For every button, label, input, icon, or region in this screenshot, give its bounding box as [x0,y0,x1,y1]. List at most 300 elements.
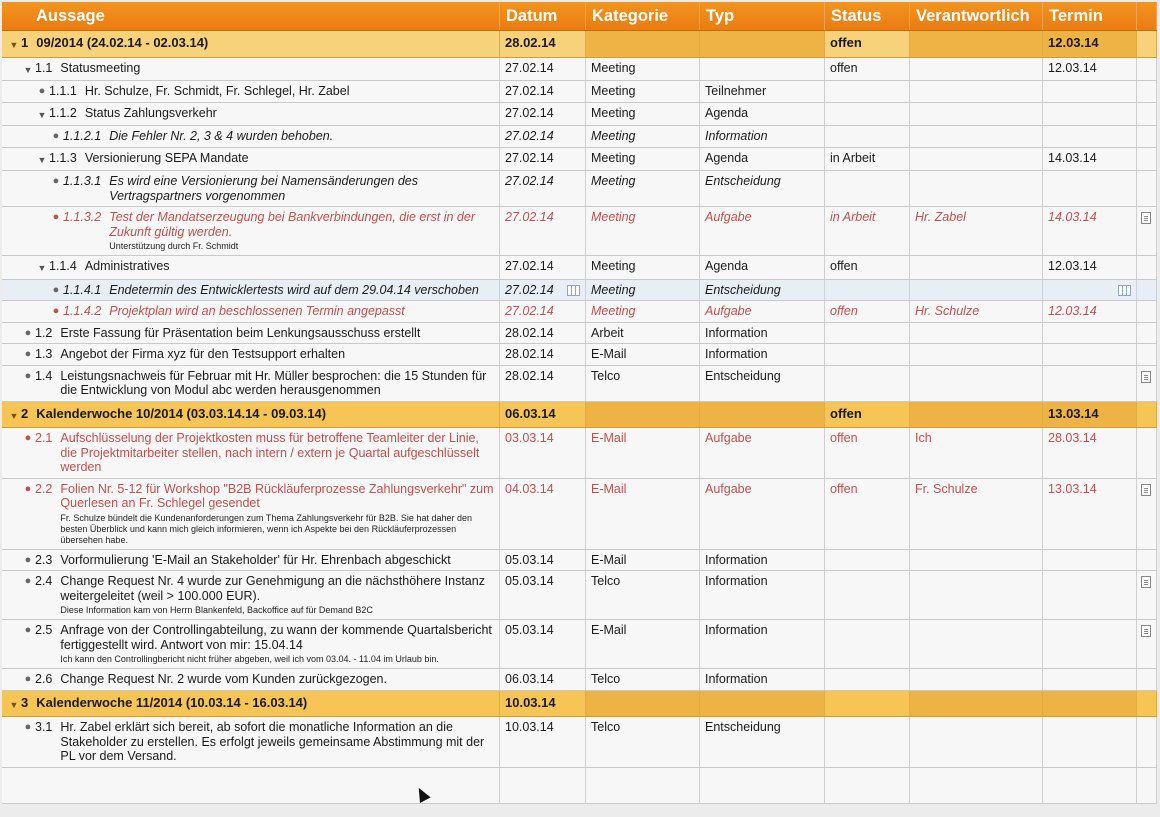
typ-cell[interactable] [700,479,825,549]
kategorie-cell[interactable] [586,301,700,322]
typ-value: Entscheidung [705,368,781,383]
kategorie-value: Meeting [591,150,636,165]
outline-row[interactable] [2,148,1157,172]
termin-cell[interactable] [1043,81,1137,102]
status-cell[interactable] [825,301,910,322]
status-cell[interactable] [825,366,910,401]
aussage-cell[interactable] [2,691,500,717]
kategorie-cell[interactable] [586,81,700,102]
verantwortlich-cell[interactable] [910,103,1043,126]
bullet-icon: ● [52,305,60,317]
verantwortlich-cell[interactable] [910,148,1043,171]
typ-value: Information [705,623,768,637]
aussage-cell[interactable] [2,717,500,767]
disclosure-triangle-icon[interactable]: ▼ [9,410,19,421]
status-cell[interactable] [825,126,910,147]
typ-cell[interactable] [700,81,825,102]
typ-cell[interactable] [700,428,825,478]
kategorie-cell[interactable] [586,366,700,401]
notes-cell[interactable] [1137,402,1157,428]
termin-cell[interactable] [1043,620,1137,668]
notes-cell[interactable] [1137,323,1157,344]
termin-cell[interactable] [1043,571,1137,619]
aussage-text: Projektplan wird an beschlossenen Termin angepasst [109,304,405,318]
notes-cell[interactable] [1137,691,1157,717]
note-icon[interactable] [1141,212,1151,224]
datum-cell[interactable] [500,620,586,668]
aussage-text: 09/2014 (24.02.14 - 02.03.14) [36,35,209,50]
aussage-cell[interactable] [2,207,500,255]
outline-number: 2.5 [35,623,53,637]
aussage-cell[interactable] [2,148,500,171]
typ-cell[interactable] [700,323,825,344]
kategorie-cell[interactable] [586,148,700,171]
typ-cell[interactable] [700,550,825,571]
verantwortlich-value: Hr. Zabel [915,210,966,224]
kategorie-cell[interactable] [586,550,700,571]
disclosure-triangle-icon[interactable]: ▼ [9,699,19,710]
typ-value: Aufgabe [705,481,752,496]
verantwortlich-cell[interactable] [910,550,1043,571]
kategorie-cell[interactable] [586,402,700,428]
column-header-status[interactable]: Status [825,2,910,30]
datum-value: 27.02.14 [505,282,554,297]
termin-cell[interactable] [1043,148,1137,171]
verantwortlich-cell[interactable] [910,571,1043,619]
datum-value: 05.03.14 [505,552,554,567]
datum-cell[interactable] [500,148,586,171]
status-cell[interactable] [825,323,910,344]
kategorie-cell[interactable] [586,207,700,255]
aussage-cell[interactable] [2,126,500,147]
aussage-cell[interactable] [2,344,500,365]
aussage-cell[interactable] [2,550,500,571]
typ-cell[interactable] [700,669,825,690]
datum-cell[interactable] [500,550,586,571]
aussage-text: Status Zahlungsverkehr [84,105,217,120]
datum-cell[interactable] [500,280,586,301]
indent [7,553,21,568]
notes-cell[interactable] [1137,344,1157,365]
status-cell[interactable] [825,256,910,279]
kategorie-cell[interactable] [586,571,700,619]
typ-cell[interactable] [700,717,825,767]
notes-cell[interactable] [1137,81,1157,102]
group-row[interactable] [2,691,1157,718]
indent [7,623,21,665]
kategorie-cell[interactable] [586,620,700,668]
outline-rows [2,31,1157,804]
typ-cell[interactable] [700,402,825,428]
column-header-typ[interactable]: Typ [700,2,825,30]
verantwortlich-cell[interactable] [910,669,1043,690]
aussage-cell[interactable] [2,301,500,322]
aussage-cell[interactable] [2,31,500,57]
datum-value: 06.03.14 [505,405,556,421]
datum-cell[interactable] [500,428,586,478]
status-cell[interactable] [825,691,910,717]
notes-cell[interactable] [1137,103,1157,126]
kategorie-cell[interactable] [586,58,700,81]
empty-row[interactable] [2,768,1157,804]
aussage-text: Erste Fassung für Präsentation beim Lenkungsausschuss erstellt [60,325,421,340]
notes-cell[interactable] [1137,366,1157,401]
indent [7,431,21,475]
aussage-text: Folien Nr. 5-12 für Workshop "B2B Rückläuferprozesse Zahlungsverkehr" zum Querlesen an Fr. Schlegel gesendet [60,481,494,510]
datum-value: 27.02.14 [505,259,554,273]
typ-value: Information [705,347,768,361]
notes-cell[interactable] [1137,207,1157,255]
kategorie-cell[interactable] [586,344,700,365]
note-icon[interactable] [1141,576,1151,588]
datum-cell[interactable] [500,669,586,690]
aussage-text-block [60,369,494,398]
aussage-cell[interactable] [2,280,500,301]
verantwortlich-cell[interactable] [910,280,1043,301]
typ-cell[interactable] [700,256,825,279]
aussage-cell[interactable] [2,81,500,102]
termin-cell[interactable] [1043,58,1137,81]
verantwortlich-cell[interactable] [910,301,1043,322]
typ-value: Entscheidung [705,720,781,734]
termin-cell[interactable] [1043,31,1137,57]
empty-cell[interactable] [1137,768,1157,803]
disclosure-triangle-icon[interactable]: ▼ [23,64,33,75]
empty-cell[interactable] [700,768,825,803]
termin-cell[interactable] [1043,717,1137,767]
termin-value: 13.03.14 [1048,481,1097,496]
aussage-cell[interactable] [2,103,500,126]
status-value: offen [830,304,858,318]
typ-cell[interactable] [700,171,825,206]
kategorie-cell[interactable] [586,31,700,57]
group-row[interactable] [2,31,1157,58]
datum-cell[interactable] [500,81,586,102]
termin-cell[interactable] [1043,256,1137,279]
typ-cell[interactable] [700,571,825,619]
verantwortlich-cell[interactable] [910,402,1043,428]
datum-cell[interactable] [500,31,586,57]
bullet-icon: ● [24,326,32,339]
kategorie-cell[interactable] [586,126,700,147]
empty-cell[interactable] [586,768,700,803]
typ-value: Information [705,672,768,686]
indent [7,210,49,252]
verantwortlich-cell[interactable] [910,323,1043,344]
datum-cell[interactable] [500,256,586,279]
disclosure-triangle-icon[interactable]: ▼ [9,40,19,50]
termin-cell[interactable] [1043,344,1137,365]
status-cell[interactable] [825,620,910,668]
datum-cell[interactable] [500,171,586,206]
notes-cell[interactable] [1137,58,1157,81]
empty-cell[interactable] [1043,768,1137,803]
termin-cell[interactable] [1043,669,1137,690]
empty-cell[interactable] [910,768,1043,803]
typ-cell[interactable] [700,280,825,301]
status-cell[interactable] [825,669,910,690]
outline-row[interactable] [2,428,1157,479]
verantwortlich-cell[interactable] [910,207,1043,255]
status-cell[interactable] [825,148,910,171]
outline-row[interactable] [2,126,1157,148]
termin-cell[interactable] [1043,550,1137,571]
kategorie-cell[interactable] [586,669,700,690]
outline-row[interactable] [2,344,1157,366]
notes-cell[interactable] [1137,550,1157,571]
termin-cell[interactable] [1043,323,1137,344]
status-cell[interactable] [825,571,910,619]
aussage-text-block [60,482,494,546]
aussage-cell[interactable] [2,479,500,549]
notes-cell[interactable] [1137,171,1157,206]
status-cell[interactable] [825,402,910,428]
kategorie-value: Meeting [591,60,636,75]
outline-row[interactable] [2,280,1157,302]
verantwortlich-cell[interactable] [910,366,1043,401]
aussage-cell[interactable] [2,366,500,401]
typ-cell[interactable] [700,103,825,126]
outline-number: 1.1.3 [49,150,77,165]
termin-cell[interactable] [1043,366,1137,401]
kategorie-cell[interactable] [586,103,700,126]
calendar-icon[interactable] [567,285,580,296]
datum-cell[interactable] [500,366,586,401]
notes-cell[interactable] [1137,571,1157,619]
kategorie-value: Meeting [591,210,636,224]
verantwortlich-cell[interactable] [910,717,1043,767]
outline-number: 1 [21,35,29,50]
column-header-notes [1137,2,1157,30]
datum-value: 06.03.14 [505,672,554,686]
status-cell[interactable] [825,81,910,102]
datum-value: 27.02.14 [505,304,554,318]
column-header-termin[interactable]: Termin [1043,2,1137,30]
datum-cell[interactable] [500,344,586,365]
status-cell[interactable] [825,479,910,549]
verantwortlich-cell[interactable] [910,81,1043,102]
bullet-icon: ● [52,211,60,223]
datum-cell[interactable] [500,717,586,767]
outline-row[interactable] [2,479,1157,550]
aussage-text-block [85,106,494,123]
note-icon[interactable] [1141,484,1151,496]
kategorie-cell[interactable] [586,256,700,279]
aussage-cell[interactable] [2,402,500,428]
aussage-text: Vorformulierung 'E-Mail an Stakeholder' für Hr. Ehrenbach abgeschickt [60,552,451,567]
note-icon[interactable] [1141,371,1151,383]
aussage-cell[interactable] [2,323,500,344]
verantwortlich-cell[interactable] [910,256,1043,279]
status-cell[interactable] [825,717,910,767]
outline-row[interactable] [2,717,1157,768]
column-header-kategorie[interactable]: Kategorie [586,2,700,30]
typ-cell[interactable] [700,148,825,171]
verantwortlich-cell[interactable] [910,171,1043,206]
typ-cell[interactable] [700,58,825,81]
typ-cell[interactable] [700,366,825,401]
termin-cell[interactable] [1043,207,1137,255]
kategorie-cell[interactable] [586,691,700,717]
verantwortlich-cell[interactable] [910,31,1043,57]
typ-cell[interactable] [700,207,825,255]
typ-value: Teilnehmer [705,84,767,98]
status-cell[interactable] [825,31,910,57]
verantwortlich-cell[interactable] [910,58,1043,81]
typ-cell[interactable] [700,344,825,365]
aussage-cell[interactable] [2,58,500,81]
outline-number: 1.1.1 [49,84,77,98]
bullet-icon: ● [52,175,60,187]
typ-cell[interactable] [700,620,825,668]
termin-cell[interactable] [1043,126,1137,147]
outline-row[interactable] [2,256,1157,280]
kategorie-value: E-Mail [591,481,627,496]
outline-row[interactable] [2,207,1157,256]
termin-value: 12.03.14 [1048,35,1099,50]
status-cell[interactable] [825,58,910,81]
outline-row[interactable] [2,301,1157,323]
outline-row[interactable] [2,366,1157,402]
aussage-text-block [85,151,494,168]
outline-row[interactable] [2,103,1157,127]
outline-number: 1.1 [35,60,53,75]
column-header-datum[interactable]: Datum [500,2,586,30]
kategorie-cell[interactable] [586,717,700,767]
notes-cell[interactable] [1137,280,1157,301]
typ-value: Information [705,574,768,588]
aussage-cell[interactable] [2,571,500,619]
notes-cell[interactable] [1137,256,1157,279]
aussage-cell[interactable] [2,428,500,478]
typ-cell[interactable] [700,31,825,57]
typ-value: Aufgabe [705,304,752,318]
note-icon[interactable] [1141,625,1151,637]
kategorie-cell[interactable] [586,428,700,478]
termin-cell[interactable] [1043,280,1137,301]
datum-value: 28.02.14 [505,368,554,383]
verantwortlich-cell[interactable] [910,691,1043,717]
termin-value: 28.03.14 [1048,431,1097,445]
verantwortlich-cell[interactable] [910,428,1043,478]
notes-cell[interactable] [1137,301,1157,322]
status-cell[interactable] [825,207,910,255]
aussage-cell[interactable] [2,669,500,690]
termin-cell[interactable] [1043,479,1137,549]
status-cell[interactable] [825,171,910,206]
datum-cell[interactable] [500,571,586,619]
status-cell[interactable] [825,344,910,365]
verantwortlich-cell[interactable] [910,479,1043,549]
column-header-aussage[interactable]: Aussage [2,2,500,30]
kategorie-value: Meeting [591,282,636,297]
termin-cell[interactable] [1043,103,1137,126]
indent [7,283,49,298]
outline-row[interactable] [2,550,1157,572]
status-cell[interactable] [825,428,910,478]
typ-cell[interactable] [700,301,825,322]
disclosure-triangle-icon[interactable]: ▼ [37,154,47,165]
outline-number: 2.4 [35,574,53,588]
kategorie-cell[interactable] [586,171,700,206]
outline-row[interactable] [2,669,1157,691]
status-cell[interactable] [825,103,910,126]
datum-cell[interactable] [500,58,586,81]
datum-cell[interactable] [500,103,586,126]
status-cell[interactable] [825,280,910,301]
outline-number: 2 [21,405,29,421]
termin-cell[interactable] [1043,171,1137,206]
aussage-text-block [109,129,494,144]
datum-cell[interactable] [500,402,586,428]
datum-value: 10.03.14 [505,694,556,710]
empty-cell[interactable] [500,768,586,803]
outline-row[interactable] [2,81,1157,103]
notes-cell[interactable] [1137,126,1157,147]
aussage-cell[interactable] [2,620,500,668]
outline-row[interactable] [2,323,1157,345]
termin-cell[interactable] [1043,691,1137,717]
indent [7,672,21,687]
datum-cell[interactable] [500,479,586,549]
notes-cell[interactable] [1137,620,1157,668]
outline-number: 2.3 [35,552,53,567]
verantwortlich-value: Ich [915,431,932,445]
outline-row[interactable] [2,171,1157,207]
outline-row[interactable] [2,571,1157,620]
aussage-text: Aufschlüsselung der Projektkosten muss für betroffene Teamleiter der Linie, die Projektmitarbeiter stellen, nach intern / extern je Quartal aufgeschlüsselt werden [60,431,480,474]
outline-row[interactable] [2,620,1157,669]
termin-cell[interactable] [1043,428,1137,478]
datum-cell[interactable] [500,126,586,147]
notes-cell[interactable] [1137,148,1157,171]
datum-cell[interactable] [500,323,586,344]
empty-cell[interactable] [825,768,910,803]
aussage-cell[interactable] [2,256,500,279]
datum-cell[interactable] [500,301,586,322]
kategorie-cell[interactable] [586,479,700,549]
termin-cell[interactable] [1043,301,1137,322]
indent [7,129,49,144]
outline-number: 1.4 [35,368,53,383]
typ-cell[interactable] [700,691,825,717]
notes-cell[interactable] [1137,669,1157,690]
kategorie-cell[interactable] [586,280,700,301]
aussage-text: Angebot der Firma xyz für den Testsupport erhalten [60,347,346,361]
datum-cell[interactable] [500,691,586,717]
notes-cell[interactable] [1137,31,1157,57]
kategorie-value: Arbeit [591,325,624,340]
calendar-icon[interactable] [1118,285,1131,296]
aussage-cell[interactable] [2,171,500,206]
verantwortlich-cell[interactable] [910,126,1043,147]
notes-cell[interactable] [1137,479,1157,549]
verantwortlich-cell[interactable] [910,620,1043,668]
outline-row[interactable] [2,58,1157,82]
status-cell[interactable] [825,550,910,571]
kategorie-cell[interactable] [586,323,700,344]
notes-cell[interactable] [1137,717,1157,767]
disclosure-triangle-icon[interactable]: ▼ [37,109,47,120]
notes-cell[interactable] [1137,428,1157,478]
datum-cell[interactable] [500,207,586,255]
verantwortlich-cell[interactable] [910,344,1043,365]
group-row[interactable] [2,402,1157,429]
disclosure-triangle-icon[interactable]: ▼ [37,263,47,273]
typ-cell[interactable] [700,126,825,147]
termin-cell[interactable] [1043,402,1137,428]
column-header-verantwortlich[interactable]: Verantwortlich [910,2,1043,30]
